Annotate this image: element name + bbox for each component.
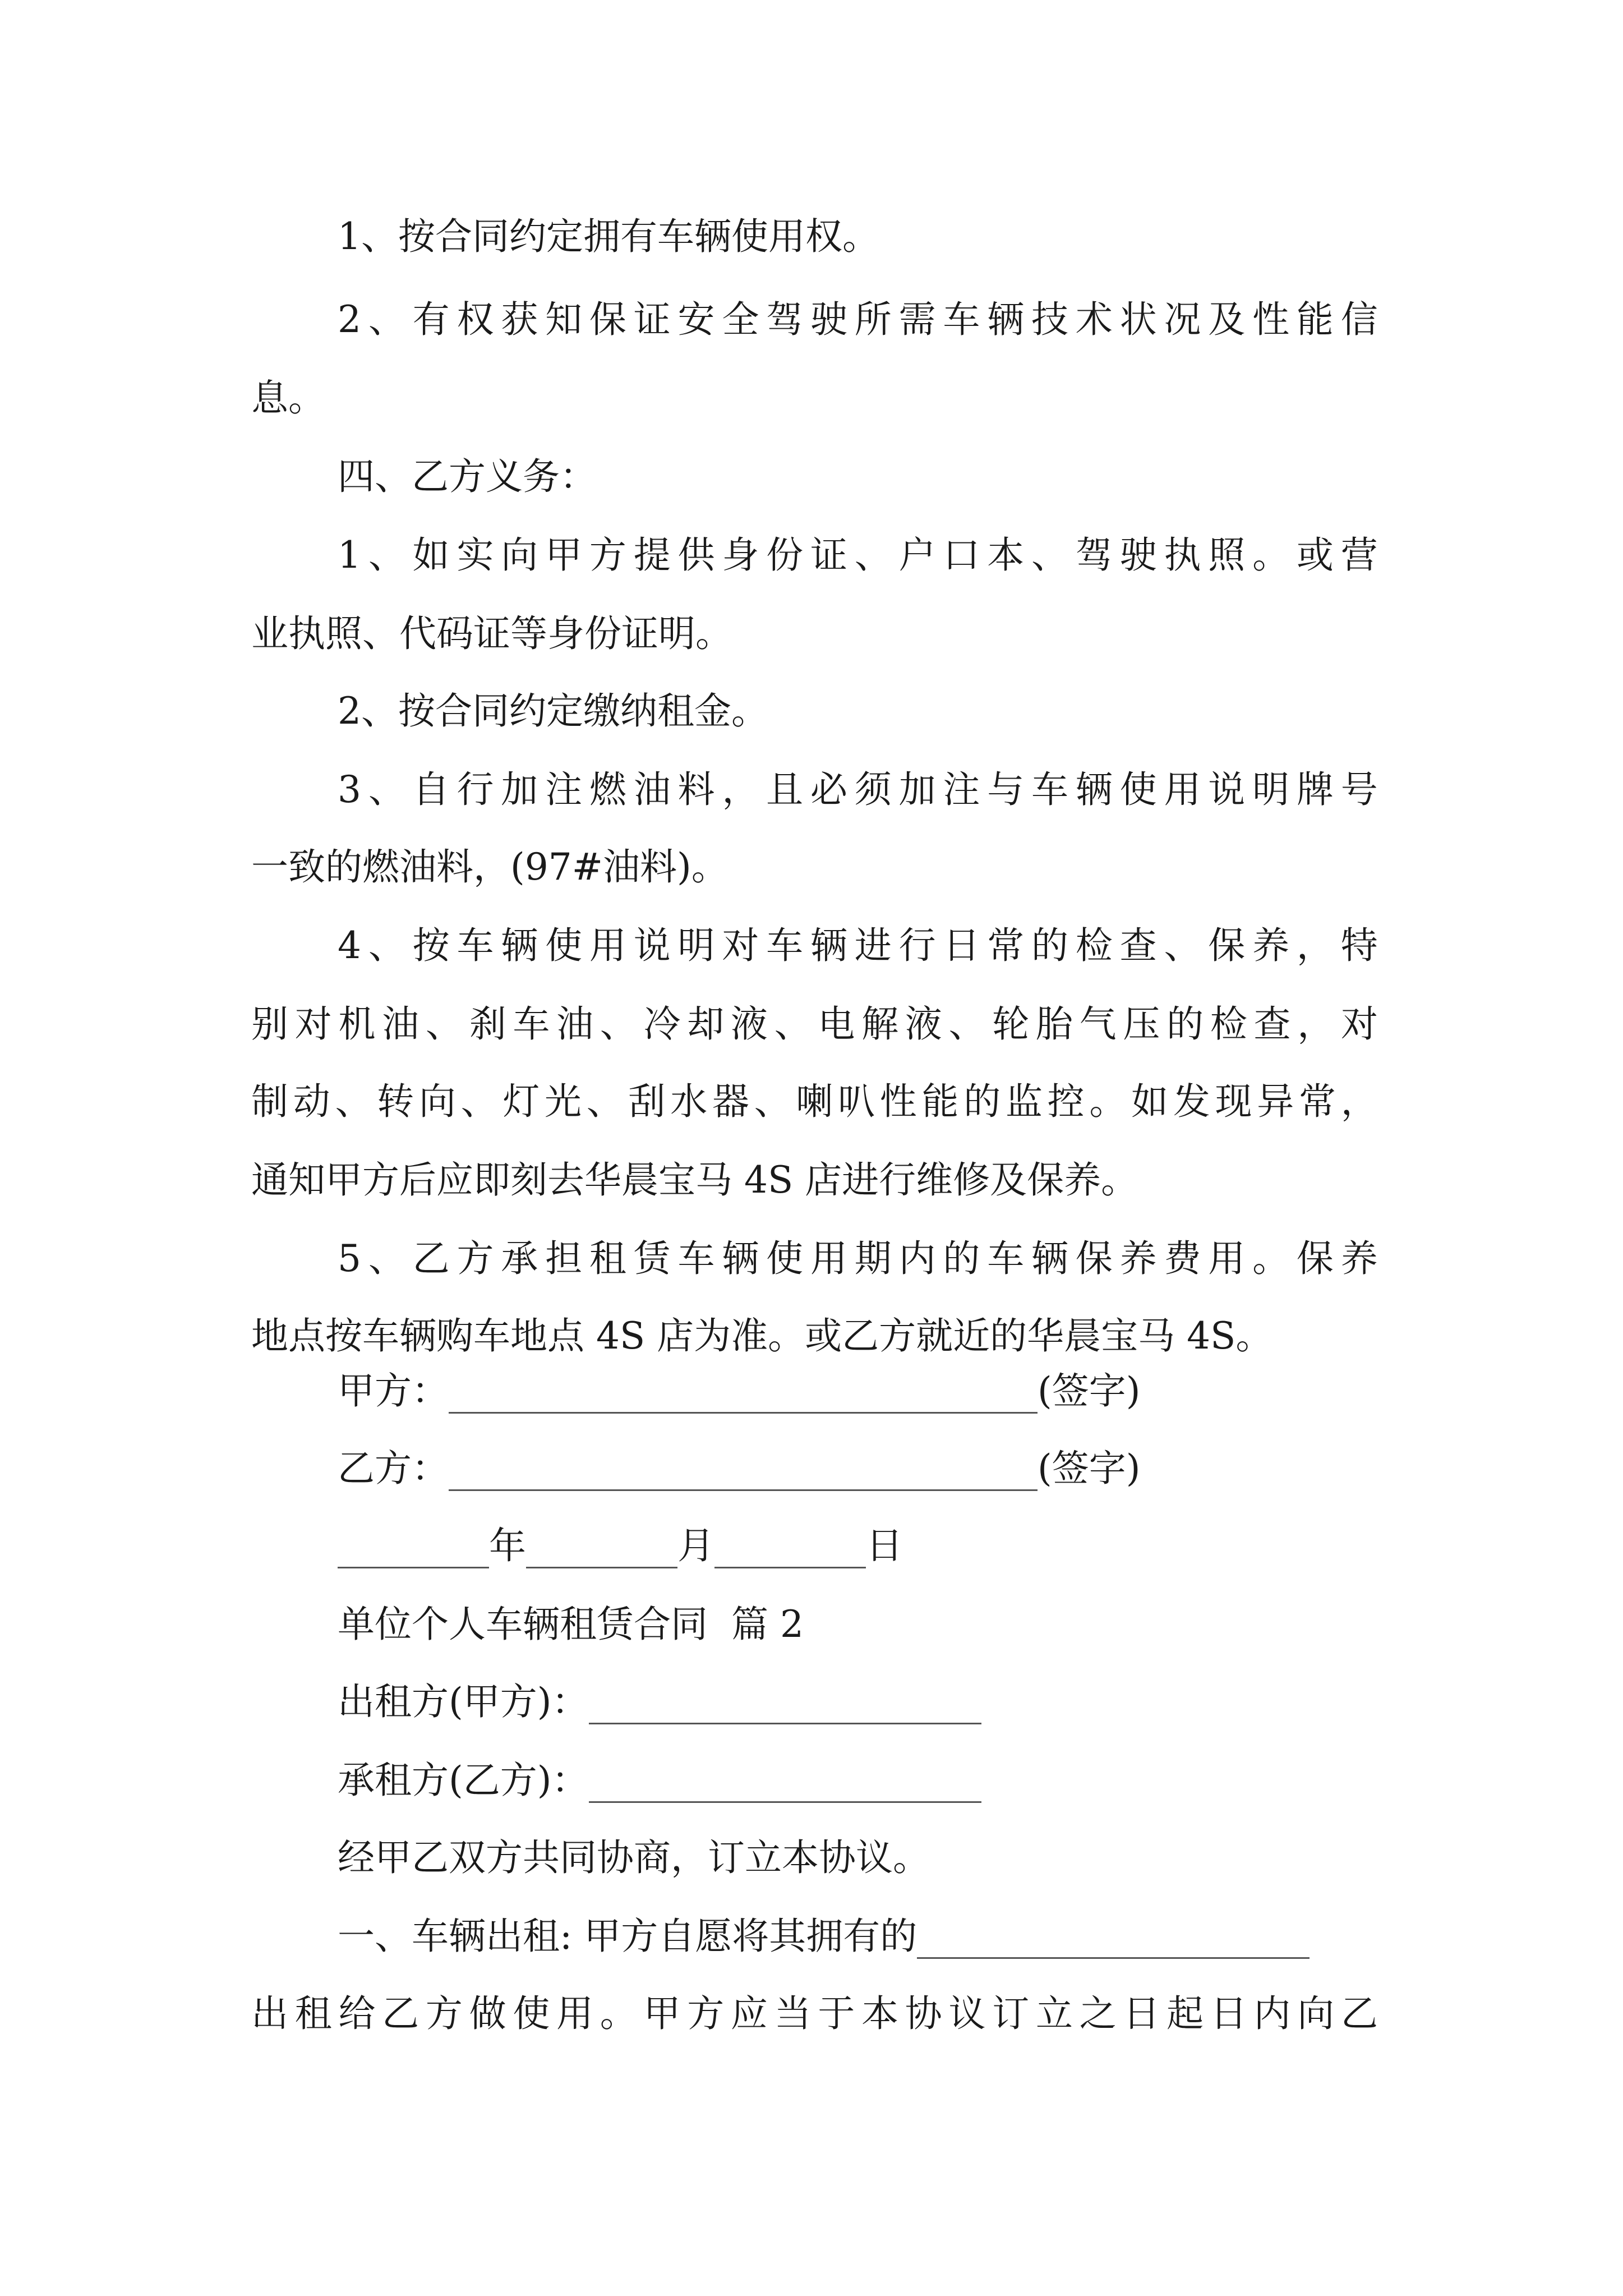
paragraph-line: 2、按合同约定缴纳租金。 — [338, 689, 768, 733]
paragraph-line: 通知甲方后应即刻去华晨宝马 4S 店进行维修及保养。 — [251, 1158, 1138, 1202]
year-label: 年 — [489, 1524, 526, 1567]
party-b-signature-blank[interactable] — [449, 1456, 1038, 1491]
month-label: 月 — [677, 1524, 714, 1567]
lessee-label: 承租方(乙方)： — [338, 1759, 589, 1802]
clause1-row — [338, 1914, 1310, 1959]
lessee-row — [338, 1758, 981, 1803]
paragraph-line: 一致的燃油料，(97#油料)。 — [251, 845, 728, 889]
party-a-signature-blank[interactable] — [449, 1378, 1038, 1414]
month-blank[interactable] — [526, 1533, 677, 1568]
lessee-blank[interactable] — [589, 1768, 981, 1803]
party-b-label: 乙方： — [338, 1447, 449, 1490]
paragraph-line: 业执照、代码证等身份证明。 — [251, 612, 732, 655]
lessor-label: 出租方(甲方)： — [338, 1680, 589, 1723]
party-b-sign-note: (签字) — [1038, 1447, 1141, 1490]
paragraph-line: 地点按车辆购车地点 4S 店为准。或乙方就近的华晨宝马 4S。 — [251, 1314, 1273, 1358]
paragraph-line: 制 动 、 转 向 、 灯 光 、 刮 水 器 、 喇 叭 性 能 的 监 控 。 如 发 现 异 常 ， — [251, 1080, 1378, 1123]
paragraph-line: 2 、 有 权 获 知 保 证 安 全 驾 驶 所 需 车 辆 技 术 状 况 及 性 能 信 — [338, 298, 1378, 341]
paragraph-line: 1、按合同约定拥有车辆使用权。 — [338, 215, 879, 258]
paragraph-line: 5 、 乙 方 承 担 租 赁 车 辆 使 用 期 内 的 车 辆 保 养 费 用 。 保 养 — [338, 1237, 1378, 1280]
party-a-signature-row — [338, 1369, 1141, 1414]
lessor-row — [338, 1680, 981, 1724]
paragraph-line: 1 、 如 实 向 甲 方 提 供 身 份 证 、 户 口 本 、 驾 驶 执 照 。 或 营 — [338, 533, 1378, 577]
party-a-sign-note: (签字) — [1038, 1369, 1141, 1412]
paragraph-line: 4 、 按 车 辆 使 用 说 明 对 车 辆 进 行 日 常 的 检 查 、 保 养 ， 特 — [338, 924, 1378, 967]
agreement-intro: 经甲乙双方共同协商，订立本协议。 — [338, 1836, 930, 1879]
day-label: 日 — [866, 1524, 903, 1567]
paragraph-line: 3 、 自 行 加 注 燃 油 料 ， 且 必 须 加 注 与 车 辆 使 用 说 明 牌 号 — [338, 768, 1378, 811]
paragraph-line: 息。 — [251, 376, 325, 420]
year-blank[interactable] — [338, 1533, 489, 1568]
lessor-blank[interactable] — [589, 1689, 981, 1724]
clause1-start: 一、车辆出租: 甲方自愿将其拥有的 — [338, 1915, 917, 1958]
party-a-label: 甲方： — [338, 1369, 449, 1412]
vehicle-blank[interactable] — [917, 1924, 1310, 1959]
section-heading: 四、乙方义务： — [338, 455, 597, 498]
section-title: 单位个人车辆租赁合同 篇 2 — [338, 1603, 804, 1646]
paragraph-line: 出 租 给 乙 方 做 使 用 。 甲 方 应 当 于 本 协 议 订 立 之 日 起 日 内 向 乙 — [251, 1992, 1378, 2035]
date-row — [338, 1524, 903, 1568]
party-b-signature-row — [338, 1446, 1141, 1491]
paragraph-line: 别 对 机 油 、 刹 车 油 、 冷 却 液 、 电 解 液 、 轮 胎 气 压 的 检 查 ， 对 — [251, 1002, 1378, 1046]
day-blank[interactable] — [714, 1533, 866, 1568]
